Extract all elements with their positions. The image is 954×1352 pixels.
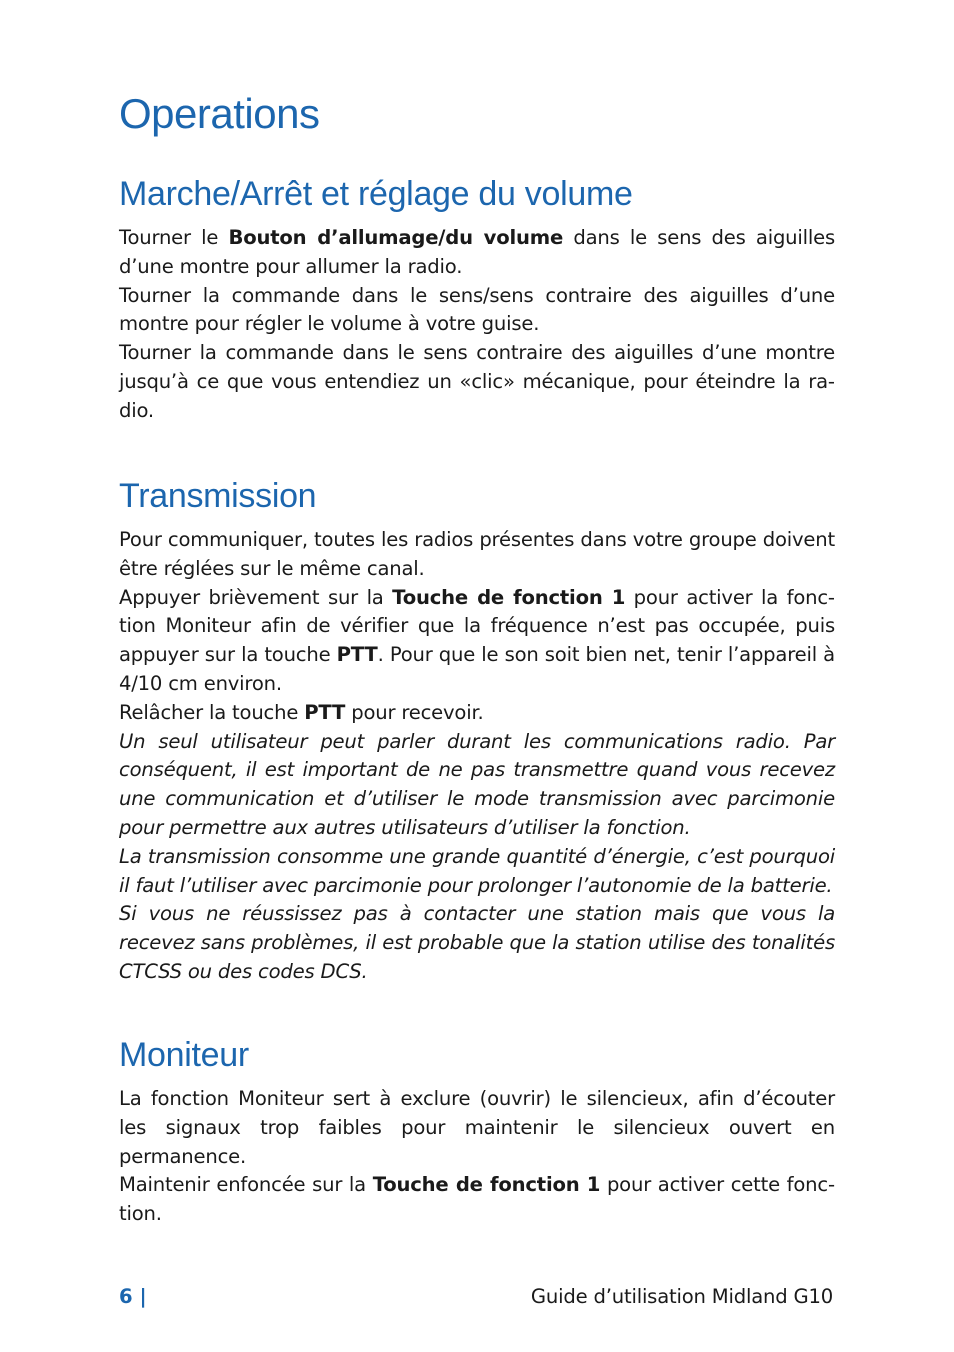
text-run: La fonction Moniteur sert à exclure (ouvrir) le silencieux, afin d’écouter les signaux trop faibles pour maintenir le silencieux ouvert en permanence.	[119, 1087, 835, 1168]
text-run: Pour communiquer, toutes les radios présentes dans votre groupe doivent être réglées sur le même canal.	[119, 528, 835, 580]
bold-text: Bouton d’allumage/du volume	[228, 226, 564, 249]
note-paragraph	[119, 843, 835, 901]
page-title: Operations	[119, 90, 320, 137]
section-heading: Transmission	[119, 477, 317, 515]
text-run: Si vous ne réussissez pas à contacter une station mais que vous la recevez sans problèmes, il est probable que la station utilise des tonalités CTCSS ou des codes DCS.	[119, 902, 835, 983]
text-run: La transmission consomme une grande quantité d’énergie, c’est pourquoi il faut l’utiliser avec parcimonie pour prolonger l’autonomie de la batterie.	[119, 844, 835, 897]
text-run: Tourner la commande dans le sens/sens contraire des aiguilles d’une montre pour régler le volume à votre guise.	[119, 283, 835, 336]
bold-text: Touche de fonction 1	[392, 585, 626, 609]
section-transmission	[119, 474, 835, 987]
paragraph	[119, 282, 835, 340]
text-run: dans le sens des aiguilles d’une montre pour allumer la radio.	[119, 226, 835, 278]
paragraph	[119, 1085, 835, 1171]
text-run: Appuyer brièvement sur la	[119, 585, 393, 609]
text-run: pour recevoir.	[345, 700, 484, 724]
bold-text: PTT	[304, 700, 346, 724]
text-run: . Pour que le son soit bien net, tenir l’appareil à 4/10 cm environ.	[119, 643, 835, 695]
note-paragraph	[119, 728, 835, 843]
paragraph	[119, 1171, 835, 1229]
paragraph	[119, 526, 835, 584]
section-heading: Moniteur	[119, 1036, 249, 1074]
section-heading: Marche/Arrêt et réglage du volume	[119, 175, 633, 213]
text-run: Tourner la commande dans le sens contraire des aiguilles d’une montre jusqu’à ce que vous entendiez un «clic» mécanique, pour éteindre la radio.	[119, 341, 835, 422]
text-run: Tourner le	[119, 226, 229, 249]
guide-title: Guide d’utilisation Midland G10	[530, 1285, 833, 1308]
text-run: Un seul utilisateur peut parler durant les communications radio. Par conséquent, il est important de ne pas transmettre quand vous recevez une communication et d’utiliser le mode transmission avec parcimonie pour permettre aux autres utilisateurs d’utiliser la fonction.	[119, 729, 835, 839]
paragraph	[119, 584, 835, 699]
paragraph	[119, 339, 835, 425]
note-paragraph	[119, 900, 835, 986]
text-run: Relâcher la touche	[119, 700, 305, 724]
paragraph	[119, 699, 835, 728]
text-run: Maintenir enfoncée sur la	[119, 1173, 373, 1197]
bold-text: Touche de fonction 1	[372, 1173, 601, 1197]
bold-text: PTT	[336, 643, 378, 667]
text-run: pour activer cette fonction.	[119, 1173, 836, 1226]
section-volume	[119, 172, 835, 426]
text-run: pour activer la fonction Moniteur afin de vérifier que la fréquence n’est pas occupée, puis appuyer sur la touche	[119, 585, 835, 667]
section-moniteur	[119, 1033, 835, 1229]
page-number: 6 |	[119, 1285, 147, 1308]
paragraph	[119, 224, 835, 282]
